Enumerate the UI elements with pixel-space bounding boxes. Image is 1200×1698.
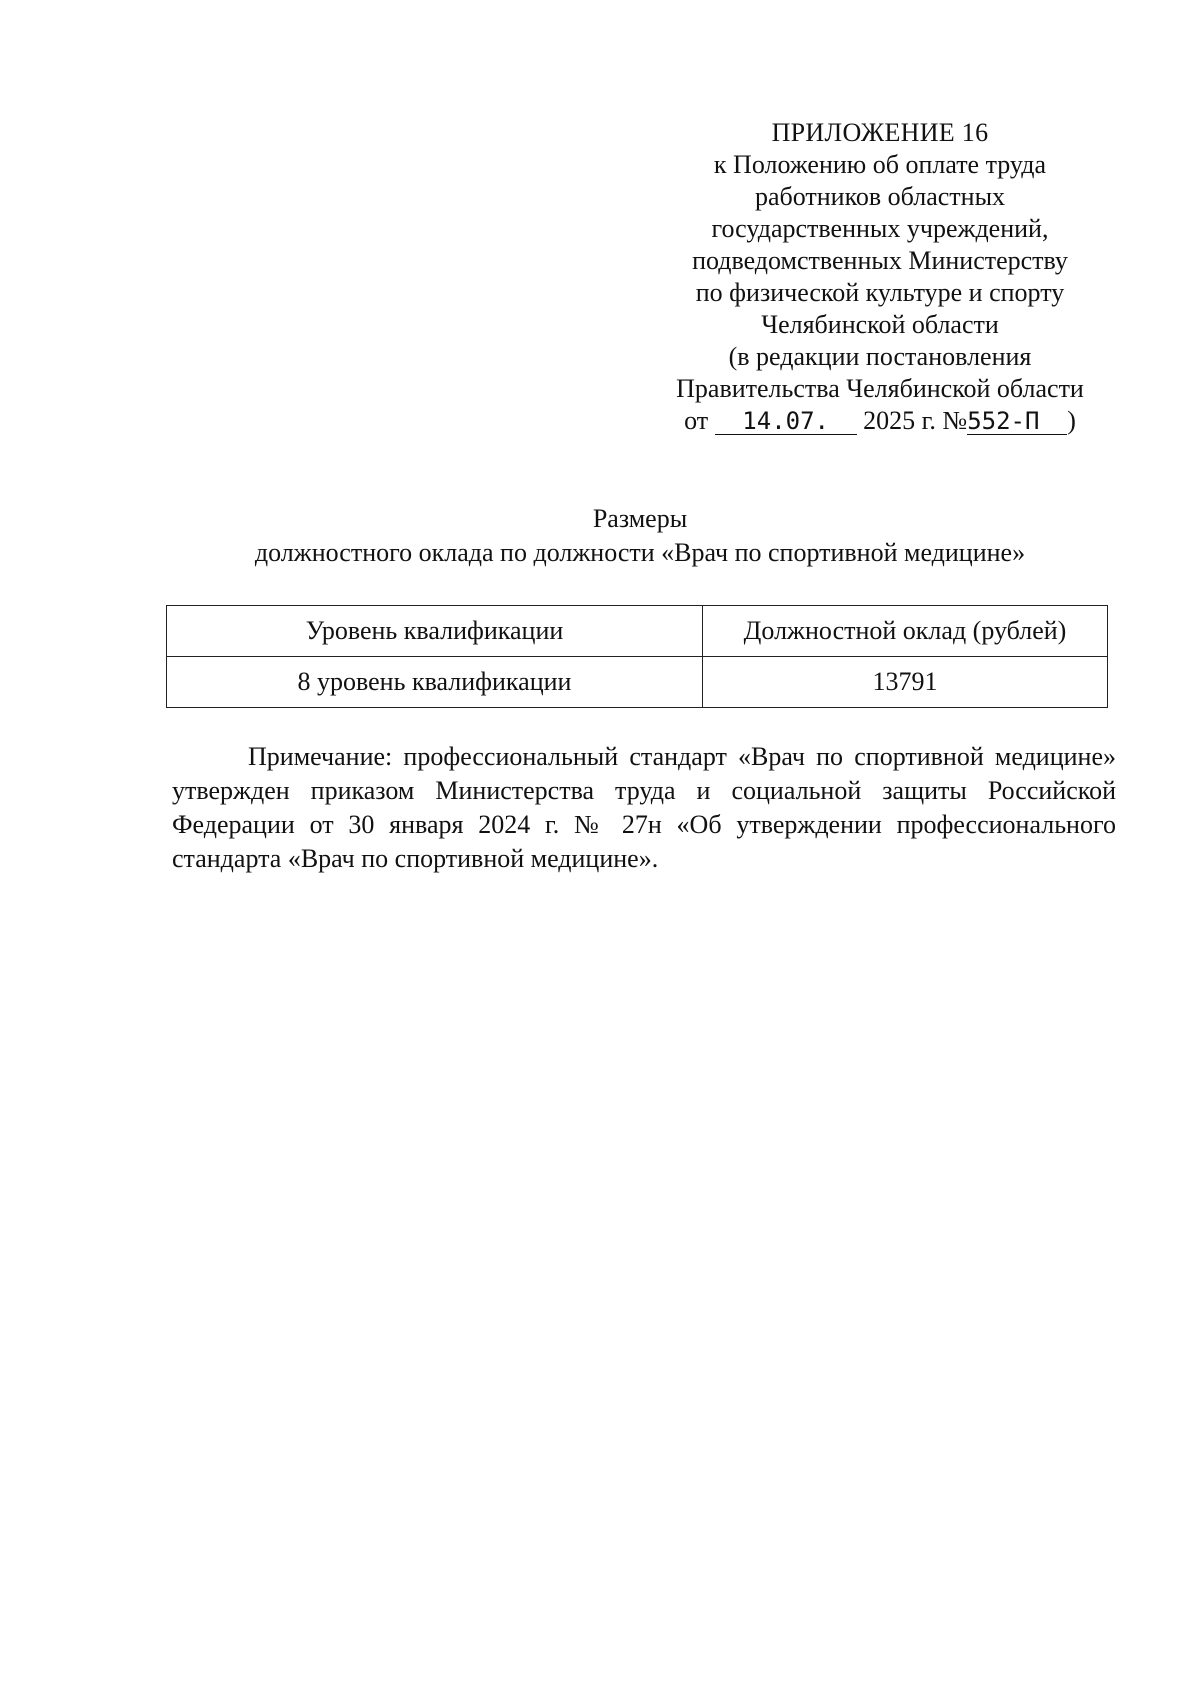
- note-text: Примечание: профессиональный стандарт «Врач по спортивной медицине» утвержден приказом Министерства труда и социальной защиты Российской Федерации от 30 января 2024 г. № 27н «Об утверждении профессионального стандарта «Врач по спортивной медицине».: [172, 742, 1116, 873]
- appendix-title: ПРИЛОЖЕНИЕ 16: [771, 118, 989, 147]
- table-cell: 13791: [703, 657, 1108, 708]
- date-year: 2025 г. №: [863, 406, 968, 435]
- resolution-date-line: [650, 405, 1110, 437]
- table-cell: 8 уровень квалификации: [167, 657, 703, 708]
- appendix-line: Правительства Челябинской области: [676, 374, 1084, 403]
- appendix-line: государственных учреждений,: [711, 214, 1049, 243]
- note-block: [172, 740, 1116, 876]
- date-field: 14.07.: [715, 408, 857, 435]
- appendix-line: Челябинской области: [761, 310, 999, 339]
- heading-line-2: должностного оклада по должности «Врач по спортивной медицине»: [254, 538, 1026, 567]
- table-header-cell: Должностной оклад (рублей): [703, 606, 1108, 657]
- heading-line-1: Размеры: [592, 504, 688, 533]
- appendix-block: [650, 117, 1110, 437]
- appendix-line: по физической культуре и спорту: [695, 278, 1065, 307]
- date-suffix: ): [1067, 406, 1076, 435]
- document-heading: [165, 502, 1115, 570]
- table-header-row: [167, 606, 1108, 657]
- appendix-line: к Положению об оплате труда: [713, 150, 1047, 179]
- appendix-line: работников областных: [754, 182, 1006, 211]
- appendix-line: подведомственных Министерству: [692, 246, 1068, 275]
- table-header-cell: Уровень квалификации: [167, 606, 703, 657]
- salary-table: [166, 605, 1108, 708]
- table-row: [167, 657, 1108, 708]
- appendix-line: (в редакции постановления: [728, 342, 1032, 371]
- date-prefix: от: [684, 406, 709, 435]
- number-field: 552-П: [967, 408, 1067, 435]
